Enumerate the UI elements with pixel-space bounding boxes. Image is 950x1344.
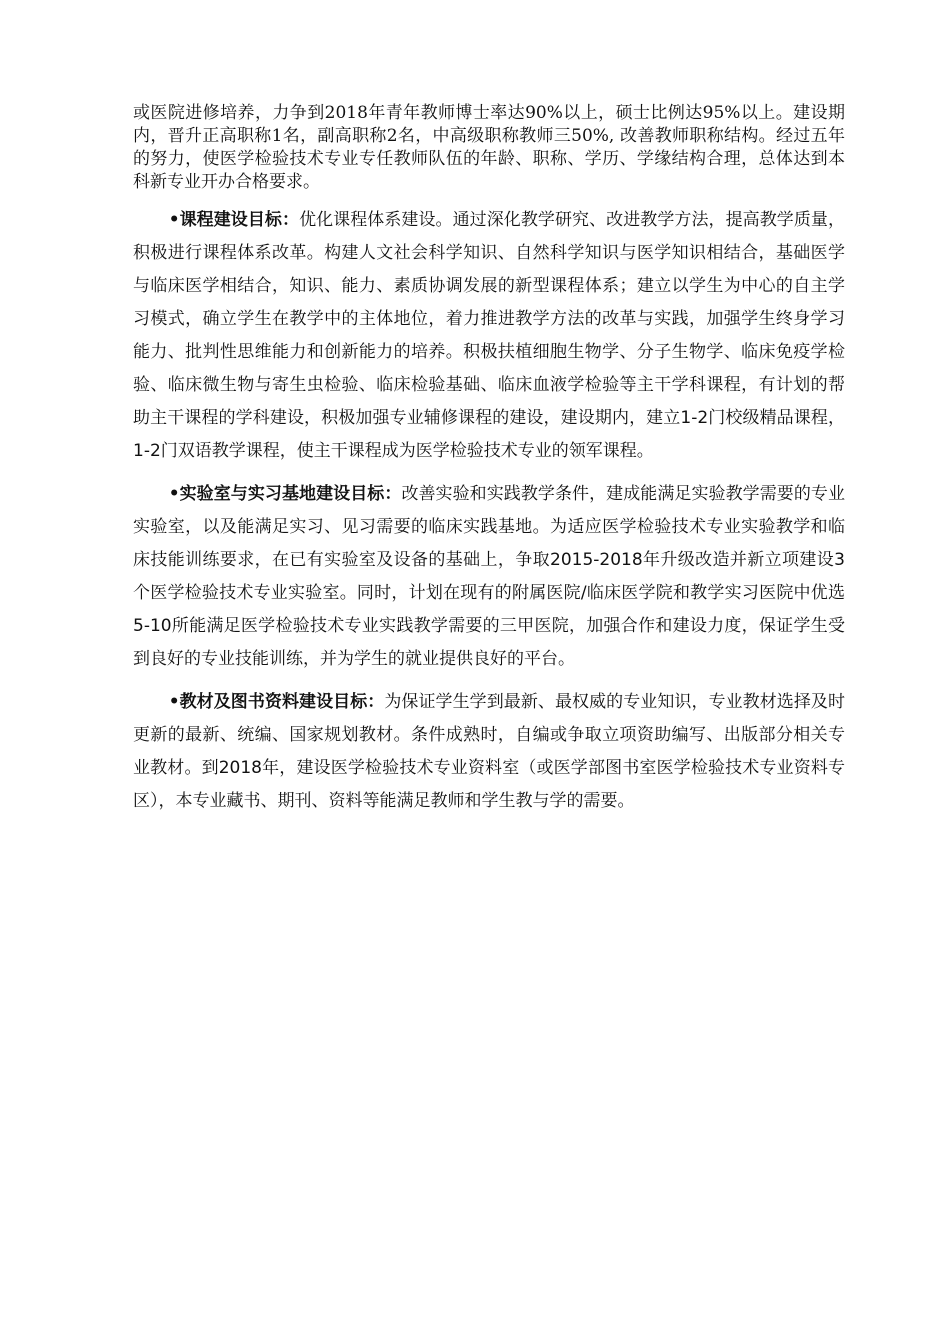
lab-goal-body: 改善实验和实践教学条件，建成能满足实验教学需要的专业实验室，以及能满足实习、见习需要的临床实践基地。为适应医学检验技术专业实验教学和临床技能训练要求，在已有实验室及设备的基础上，争取2015-2018年升级改造并新立项建设3个医学检验技术专业实验室。同时，计划在现有的附属医院/临床医学院和教学实习医院中优选5-10所能满足医学检验技术专业实践教学需要的三甲医院，加强合作和建设力度，保证学生受到良好的专业技能训练，并为学生的就业提供良好的平台。 xyxy=(133,484,845,669)
materials-goal-heading: •教材及图书资料建设目标： xyxy=(168,692,385,712)
course-goal-body: 优化课程体系建设。通过深化教学研究、改进教学方法，提高教学质量，积极进行课程体系改革。构建人文社会科学知识、自然科学知识与医学知识相结合，基础医学与临床医学相结合，知识、能力、素质协调发展的新型课程体系；建立以学生为中心的自主学习模式，确立学生在教学中的主体地位，着力推进教学方法的改革与实践，加强学生终身学习能力、批判性思维能力和创新能力的培养。积极扶植细胞生物学、分子生物学、临床免疫学检验、临床微生物与寄生虫检验、临床检验基础、临床血液学检验等主干学科课程，有计划的帮助主干课程的学科建设，积极加强专业辅修课程的建设，建设期内，建立1-2门校级精品课程，1-2门双语教学课程，使主干课程成为医学检验技术专业的领军课程。 xyxy=(133,210,845,461)
lab-goal-paragraph xyxy=(133,478,845,676)
document-page xyxy=(133,102,845,828)
intro-paragraph: 或医院进修培养，力争到2018年青年教师博士率达90%以上，硕士比例达95%以上。建设期内，晋升正高职称1名，副高职称2名，中高级职称教师三50%, 改善教师职称结构。经过五年的努力，使医学检验技术专业专任教师队伍的年龄、职称、学历、学缘结构合理，总体达到本科新专业开办合格要求。 xyxy=(133,103,845,192)
materials-goal-body: 为保证学生学到最新、最权威的专业知识，专业教材选择及时更新的最新、统编、国家规划教材。条件成熟时，自编或争取立项资助编写、出版部分相关专业教材。到2018年，建设医学检验技术专业资料室（或医学部图书室医学检验技术专业资料专区），本专业藏书、期刊、资料等能满足教师和学生教与学的需要。 xyxy=(133,692,845,811)
course-goal-heading: •课程建设目标： xyxy=(168,210,300,230)
materials-goal-paragraph xyxy=(133,686,845,818)
course-goal-paragraph xyxy=(133,204,845,468)
lab-goal-heading: •实验室与实习基地建设目标： xyxy=(168,484,402,504)
